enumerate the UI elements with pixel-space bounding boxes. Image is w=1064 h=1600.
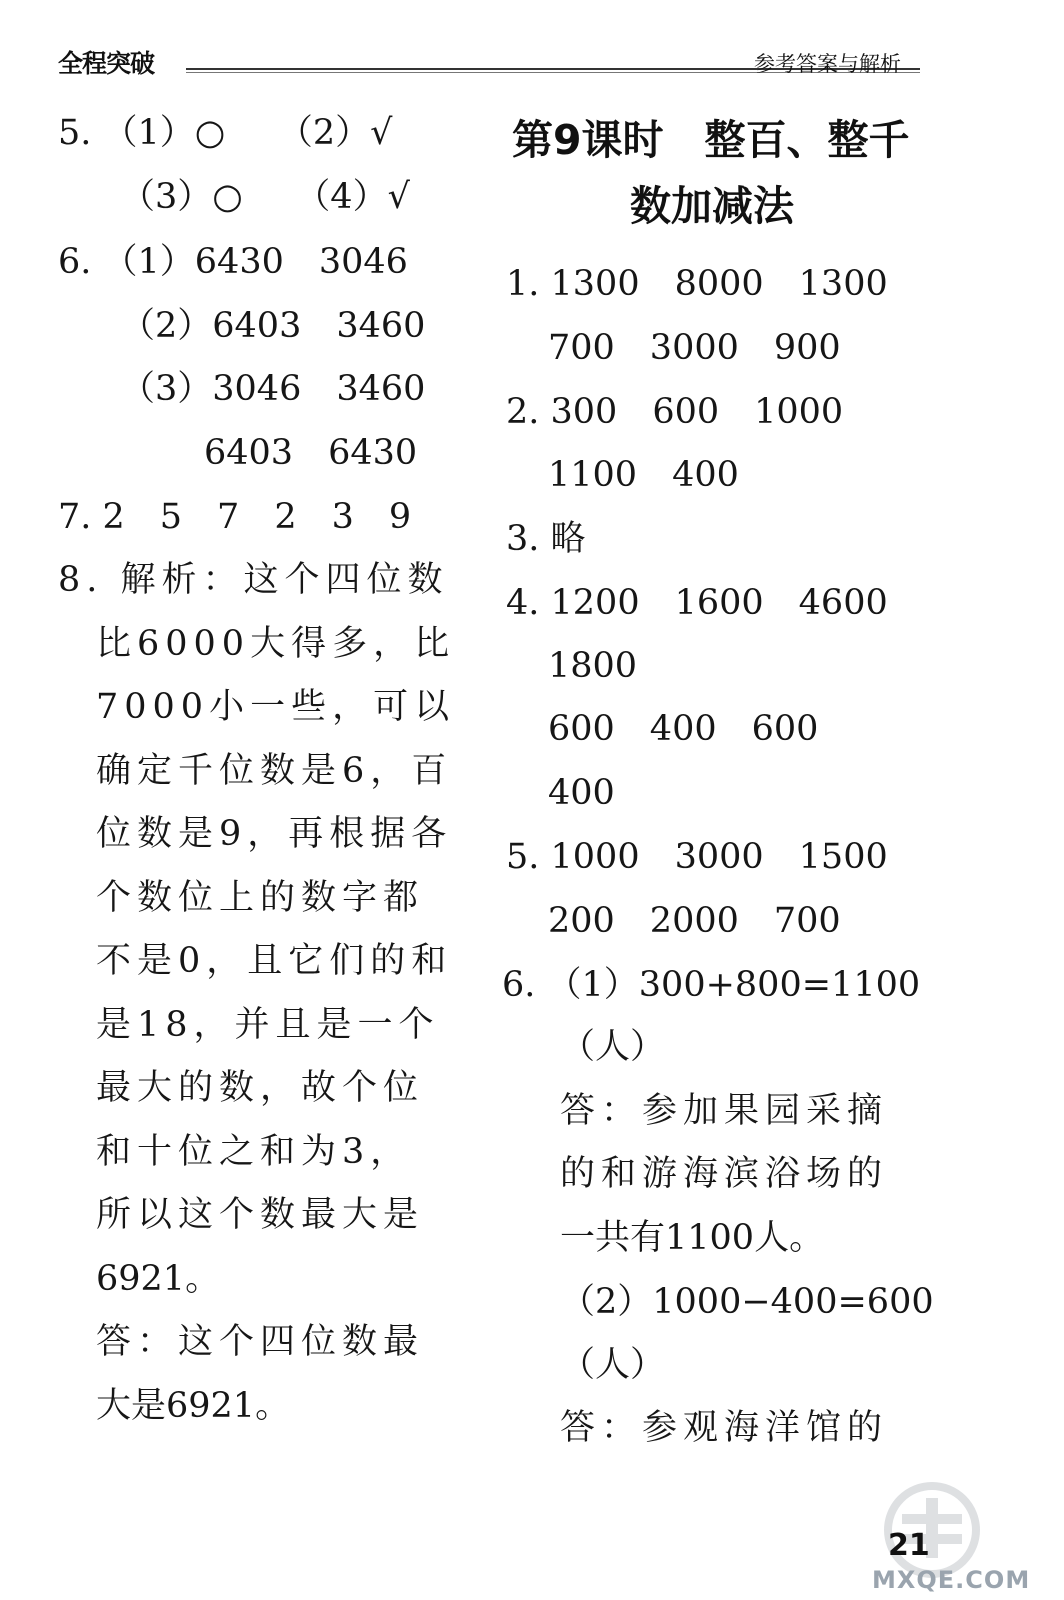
r-answer-6-reply-4: 答：参观海洋馆的: [560, 1408, 889, 1448]
r-answer-4-line-2: 1800: [548, 646, 638, 686]
answer-8-line-7: 不是0，且它们的和: [96, 941, 453, 981]
r-answer-1-line-1: 1. 1300 8000 1300: [506, 264, 888, 304]
watermark-text: MXQE.COM: [872, 1566, 1031, 1594]
r-answer-6-reply-2: 的和游海滨浴场的: [560, 1154, 889, 1194]
header-section-title: 参考答案与解析: [754, 52, 901, 76]
page-header: [0, 0, 1064, 90]
r-answer-4-line-1: 4. 1200 1600 4600: [506, 583, 888, 623]
r-answer-6-reply-3: 一共有1100人。: [560, 1218, 825, 1258]
answer-8-line-3: 7000小一些，可以: [96, 687, 456, 727]
answer-8-line-5: 位数是9，再根据各: [96, 814, 453, 854]
r-answer-2-line-1: 2. 300 600 1000: [506, 392, 844, 432]
answer-6-line-2: （2）6403 3460: [120, 306, 426, 346]
r-answer-5-line-1: 5. 1000 3000 1500: [506, 837, 888, 877]
book-logo: 全程突破: [58, 49, 155, 78]
r-answer-4-line-4: 400: [548, 773, 615, 813]
page-number: 21: [888, 1528, 930, 1563]
answer-6-line-1: 6. （1）6430 3046: [58, 242, 408, 282]
answer-8-line-2: 比6000大得多，比: [96, 624, 456, 664]
r-answer-6-reply-1: 答：参加果园采摘: [560, 1091, 889, 1131]
answer-5-line-1: 5. （1）○ （2）√: [58, 113, 393, 153]
answer-6-line-4: 6403 6430: [204, 433, 418, 473]
answer-8-line-8: 是18，并且是一个: [96, 1005, 440, 1045]
r-answer-1-line-2: 700 3000 900: [548, 328, 841, 368]
answer-8-line-6: 个数位上的数字都: [96, 878, 425, 918]
answer-8-line-12: 6921。: [96, 1259, 221, 1299]
answer-8-line-9: 最大的数，故个位: [96, 1068, 425, 1108]
answer-8-reply-line-2: 大是6921。: [96, 1386, 291, 1426]
answer-8-line-4: 确定千位数是6，百: [96, 751, 453, 791]
answer-5-line-2: （3）○ （4）√: [120, 177, 410, 217]
answer-7-line: 7. 2 5 7 2 3 9: [58, 497, 412, 537]
answer-8-line-1: 8. 解析：这个四位数: [58, 560, 449, 600]
answer-8-line-10: 和十位之和为3，: [96, 1132, 412, 1172]
r-answer-6-line-3: （2）1000−400=600: [560, 1282, 934, 1322]
r-answer-6-line-1: 6. （1）300+800=1100: [502, 965, 921, 1005]
r-answer-2-line-2: 1100 400: [548, 455, 739, 495]
r-answer-6-line-4: （人）: [560, 1345, 666, 1385]
r-answer-3-line: 3. 略: [506, 519, 586, 559]
lesson-title-line-1: 第9课时 整百、整千: [512, 116, 910, 164]
r-answer-5-line-2: 200 2000 700: [548, 901, 841, 941]
r-answer-6-line-2: （人）: [560, 1027, 666, 1067]
answer-8-reply-line-1: 答：这个四位数最: [96, 1322, 425, 1362]
lesson-title-line-2: 数加减法: [630, 182, 794, 230]
answer-6-line-3: （3）3046 3460: [120, 369, 426, 409]
answer-8-line-11: 所以这个数最大是: [96, 1195, 425, 1235]
r-answer-4-line-3: 600 400 600: [548, 709, 819, 749]
